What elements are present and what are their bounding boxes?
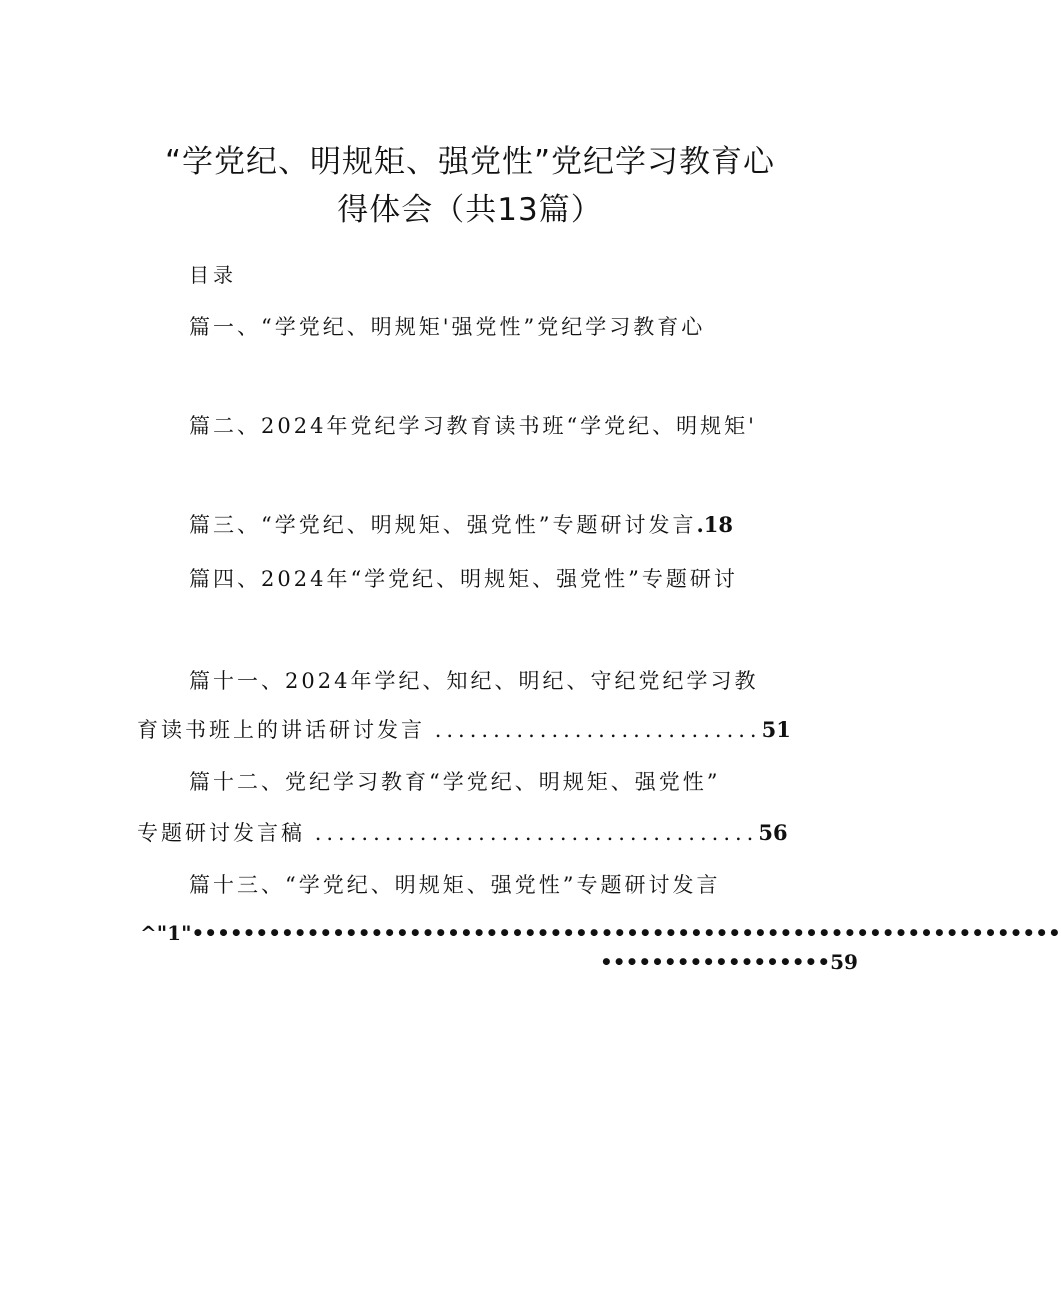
document-title-line-1: “学党纪、明规矩、强党性”党纪学习教育心 <box>164 144 776 180</box>
toc-entry-13-line-2[interactable]: ^"1"•••••••••••••••••••••••••••••••••••••••••••••••••••••••••••••••••••• <box>140 921 1061 945</box>
toc-entry-12-page: 56 <box>758 820 788 845</box>
toc-entry-3-page: .18 <box>696 512 734 537</box>
toc-entry-11-page: 51 <box>761 717 791 742</box>
toc-entry-12-leader: ...................................... <box>314 821 759 845</box>
toc-entry-13-line-3[interactable]: ••••••••••••••••••59 <box>600 950 858 974</box>
toc-entry-3-text: 篇三、“学党纪、明规矩、强党性”专题研讨发言 <box>189 513 697 537</box>
toc-entry-11-line-2-text: 育读书班上的讲话研讨发言 <box>137 718 425 742</box>
toc-heading: 目录 <box>189 263 237 287</box>
toc-entry-11-line-2[interactable] <box>137 714 791 744</box>
toc-entry-12-line-1[interactable]: 篇十二、党纪学习教育“学党纪、明规矩、强党性” <box>189 770 721 794</box>
toc-entry-4[interactable]: 篇四、2024年“学党纪、明规矩、强党性”专题研讨 <box>189 567 738 591</box>
toc-entry-13-line-1[interactable]: 篇十三、“学党纪、明规矩、强党性”专题研讨发言 <box>189 873 721 897</box>
toc-entry-12-line-2[interactable] <box>137 817 788 847</box>
toc-entry-1[interactable]: 篇一、“学党纪、明规矩'强党性”党纪学习教育心 <box>189 315 706 339</box>
toc-entry-3[interactable] <box>189 509 733 539</box>
document-title-line-2: 得体会（共13篇） <box>337 192 603 228</box>
toc-entry-12-line-2-text: 专题研讨发言稿 <box>137 821 305 845</box>
toc-entry-11-leader: ............................ <box>434 718 762 742</box>
toc-entry-2[interactable]: 篇二、2024年党纪学习教育读书班“学党纪、明规矩' <box>189 414 757 438</box>
toc-entry-11-line-1[interactable]: 篇十一、2024年学纪、知纪、明纪、守纪党纪学习教 <box>189 669 759 693</box>
